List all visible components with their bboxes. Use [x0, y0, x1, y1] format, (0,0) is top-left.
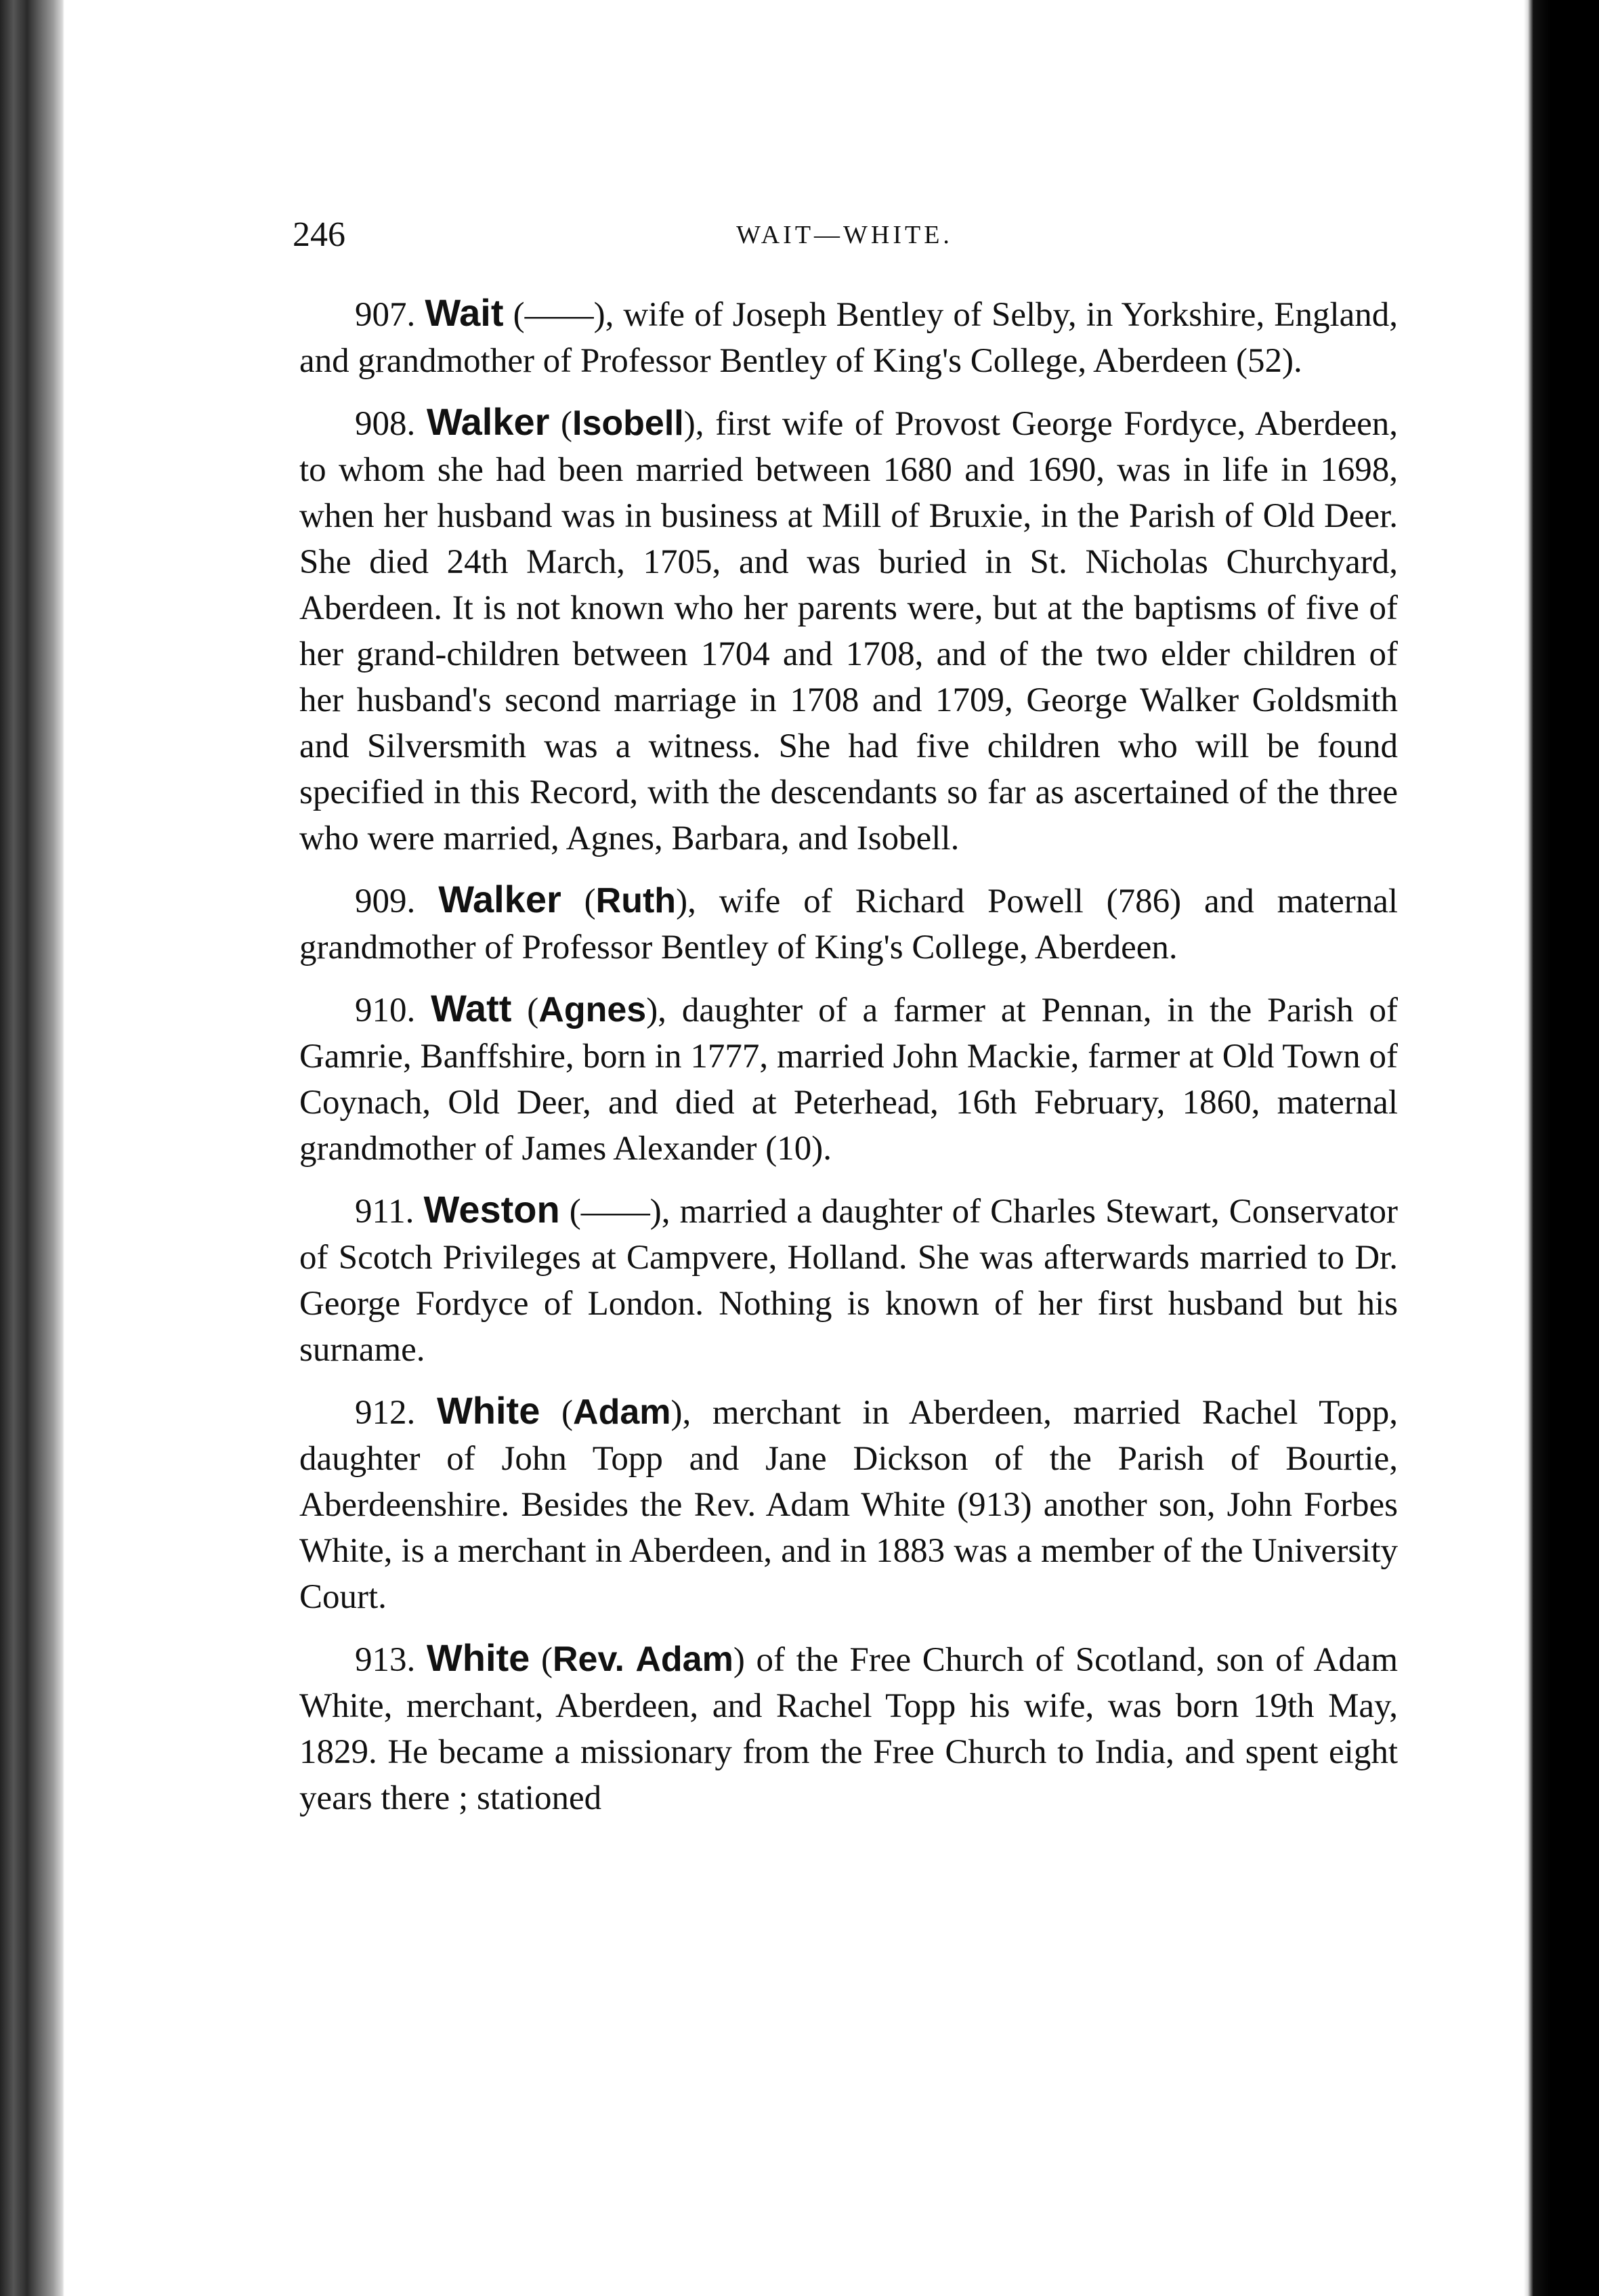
entry-given-name: Ruth — [595, 881, 677, 920]
entry-surname: Walker — [426, 400, 550, 443]
entry-body: , first wife of Provost George Fordyce, Aberdeen, to whom she had been married between 1680 and 1690, was in life in 1698, when her husband was in business at Mill of Bruxie, in the Parish of Old Deer. She died 24th March, 1705, and was buried in St. Nicholas Churchyard, Aberdeen. It is not known who her parents were, but at the baptisms of five of her grand-children between 1704 and 1708, and of the two elder children of her husband's second marriage in 1708 and 1709, George Walker Goldsmith and Silversmith was a witness. She had five children who will be found specified in this Record, with the descendants so far as ascertained of the three who were married, Agnes, Barbara, and Isobell. — [299, 405, 1398, 857]
entry-given-name: Agnes — [538, 990, 647, 1029]
entry-close-paren: ) — [646, 992, 658, 1029]
entry-close-paren: ——) — [524, 296, 605, 334]
entry-surname: Weston — [423, 1188, 560, 1231]
entry-body: , married a daughter of Charles Stewart, Conservator of Scotch Privileges at Campvere, Holland. She was afterwards married to Dr. George Fordyce of London. Nothing is known of her first husband but his surname. — [299, 1193, 1398, 1369]
entry-number: 909. — [355, 883, 416, 920]
entry-number: 912. — [355, 1394, 416, 1432]
entry-close-paren: ) — [683, 405, 696, 443]
entry-body: , wife of Joseph Bentley of Selby, in Yorkshire, England, and grandmother of Professor Bentley of King's College, Aberdeen (52). — [299, 296, 1399, 380]
entry-number: 913. — [355, 1641, 416, 1679]
entry-surname: White — [436, 1389, 540, 1432]
entry-given-name: Isobell — [572, 404, 684, 443]
entry-body: , wife of Richard Powell (786) and maternal grandmother of Professor Bentley of King's College, Aberdeen. — [299, 883, 1399, 966]
entry-open-paren: ( — [530, 1641, 553, 1679]
entry-911 — [299, 1187, 1398, 1373]
entry-surname: Walker — [438, 878, 561, 920]
entry-910 — [299, 985, 1398, 1172]
entry-body: of the Free Church of Scotland, son of Adam White, merchant, Aberdeen, and Rachel Topp his wife, was born 19th May, 1829. He became a missionary from the Free Church to India, and spent eight years there ; stationed — [299, 1641, 1399, 1817]
entry-close-paren: ) — [670, 1394, 683, 1432]
entry-given-name: Rev. Adam — [552, 1640, 733, 1679]
entry-open-paren: ( — [549, 405, 573, 443]
entry-open-paren: ( — [511, 992, 539, 1029]
page-left-edge-shadow — [0, 0, 64, 2296]
entry-close-paren: ——) — [580, 1193, 662, 1231]
entry-909 — [299, 876, 1398, 971]
entry-open-paren: ( — [503, 296, 525, 334]
entry-number: 910. — [355, 992, 416, 1029]
entry-907 — [299, 290, 1398, 384]
entry-given-name: Adam — [573, 1393, 671, 1432]
entry-surname: Wait — [425, 291, 504, 334]
page-number: 246 — [293, 215, 345, 254]
entry-surname: White — [426, 1636, 530, 1679]
entry-open-paren: ( — [540, 1394, 574, 1432]
entry-913 — [299, 1635, 1398, 1821]
entry-body: , daughter of a farmer at Pennan, in the Parish of Gamrie, Banffshire, born in 1777, married John Mackie, farmer at Old Town of Coynach, Old Deer, and died at Peterhead, 16th February, 1860, maternal grandmother of James Alexander (10). — [299, 992, 1399, 1168]
entry-number: 907. — [355, 296, 416, 334]
entry-open-paren: ( — [559, 1193, 581, 1231]
page-header — [293, 211, 1397, 259]
entry-908 — [299, 399, 1398, 862]
entry-number: 911. — [355, 1193, 414, 1231]
running-head: WAIT—WHITE. — [736, 221, 953, 249]
entries-text-block — [299, 290, 1398, 1836]
page-right-border — [1524, 0, 1599, 2296]
entry-close-paren: ) — [676, 883, 688, 920]
entry-body: , merchant in Aberdeen, married Rachel Topp, daughter of John Topp and Jane Dickson of the Parish of Bourtie, Aberdeenshire. Besides the Rev. Adam White (913) another son, John Forbes White, is a merchant in Aberdeen, and in 1883 was a member of the University Court. — [299, 1394, 1399, 1616]
entry-number: 908. — [355, 405, 416, 443]
entry-surname: Watt — [431, 987, 512, 1029]
entry-912 — [299, 1388, 1398, 1620]
entry-close-paren: ) — [733, 1641, 745, 1679]
entry-open-paren: ( — [561, 883, 596, 920]
